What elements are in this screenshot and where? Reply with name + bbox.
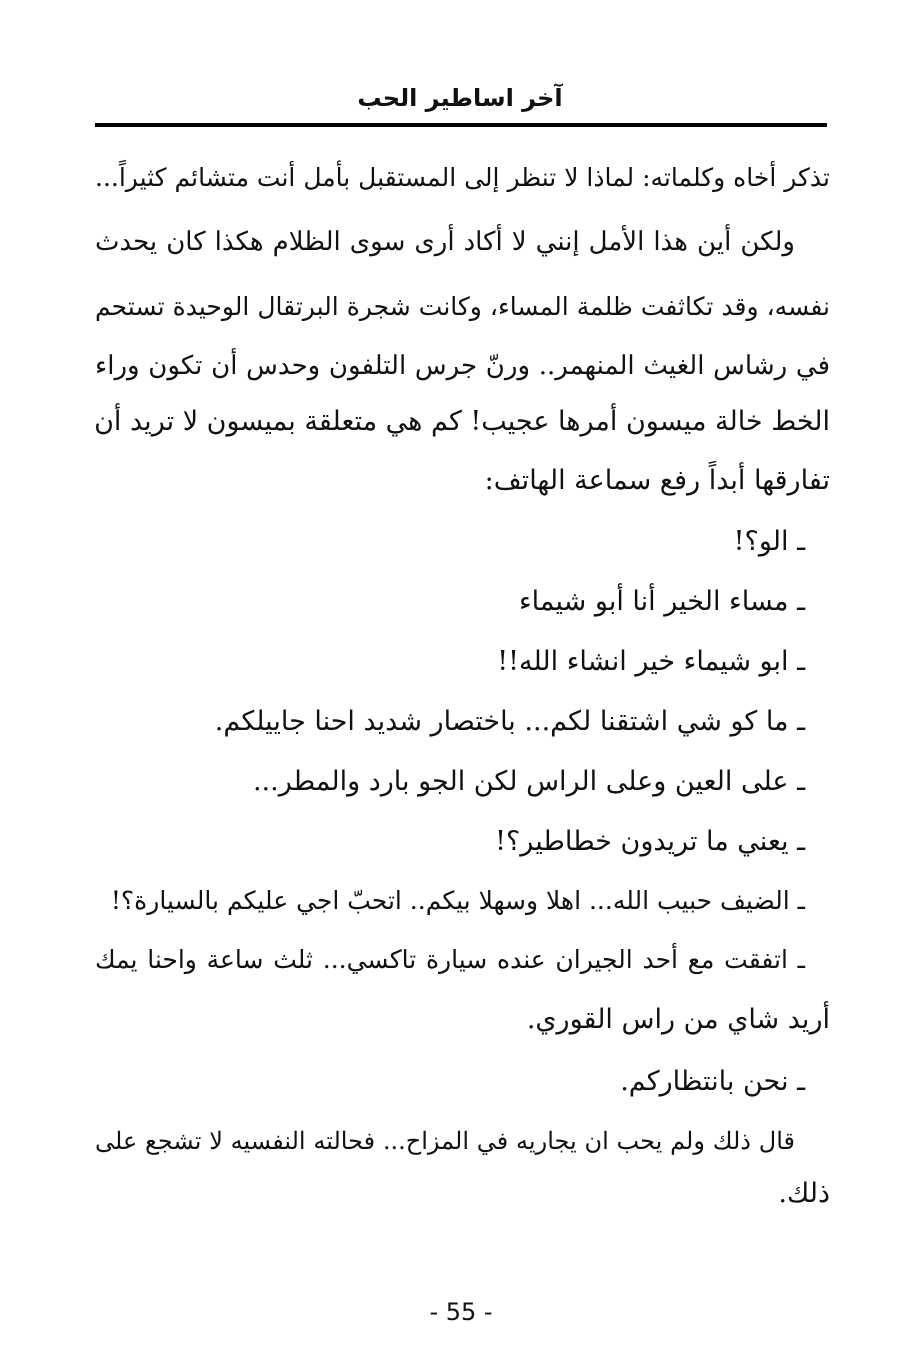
text-line: نفسه، وقد تكاثفت ظلمة المساء، وكانت شجرة البرتقال الوحيدة تستحم xyxy=(95,292,830,321)
text-line: ذلك. xyxy=(778,1178,830,1209)
text-line: تفارقها أبداً رفع سماعة الهاتف: xyxy=(484,465,830,496)
dialogue-line: ـ ما كو شي اشتقنا لكم... باختصار شديد احنا جاييلكم. xyxy=(214,706,805,737)
header-rule xyxy=(95,123,827,127)
text-line: ولكن أين هذا الأمل إنني لا أكاد أرى سوى الظلام هكذا كان يحدث xyxy=(95,227,795,257)
dialogue-line: ـ مساء الخير أنا أبو شيماء xyxy=(518,586,805,617)
text-line: قال ذلك ولم يحب ان يجاريه في المزاح... فحالته النفسيه لا تشجع على xyxy=(95,1127,795,1155)
dialogue-line: ـ الضيف حبيب الله... اهلا وسهلا بيكم.. اتحبّ اجي عليكم بالسيارة؟! xyxy=(110,886,805,915)
dialogue-line: ـ على العين وعلى الراس لكن الجو بارد والمطر... xyxy=(252,766,805,797)
dialogue-line: ـ الو؟! xyxy=(733,526,805,557)
dialogue-line: ـ اتفقت مع أحد الجيران عنده سيارة تاكسي... ثلث ساعة واحنا يمك xyxy=(95,945,805,974)
dialogue-line: ـ ابو شيماء خير انشاء الله!! xyxy=(497,646,805,677)
running-title: آخر اساطير الحب xyxy=(357,84,563,112)
text-line: في رشاس الغيث المنهمر.. ورنّ جرس التلفون وحدس أن تكون وراء xyxy=(95,351,830,381)
text-line: الخط خالة ميسون أمرها عجيب! كم هي متعلقة بميسون لا تريد أن xyxy=(94,406,830,437)
dialogue-line: ـ نحن بانتظاركم. xyxy=(620,1066,805,1097)
page-number: - 55 - xyxy=(429,1298,493,1326)
text-line: أريد شاي من راس القوري. xyxy=(526,1004,830,1035)
dialogue-line: ـ يعني ما تريدون خطاطير؟! xyxy=(495,826,805,857)
text-line: تذكر أخاه وكلماته: لماذا لا تنظر إلى المستقبل بأمل أنت متشائم كثيراً... xyxy=(95,163,830,192)
